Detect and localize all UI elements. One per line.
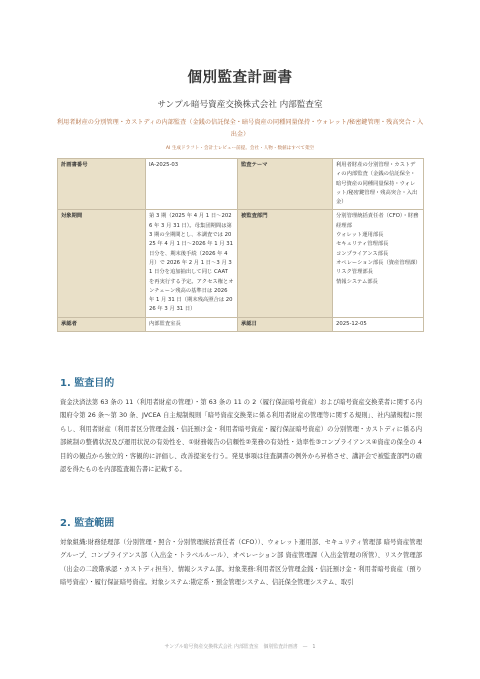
section1-body: 資金決済法第 63 条の 11（利用者財産の管理）・第 63 条の 11 の 2（履行保証暗号資産）および暗号資産交換業者に関する内閣府令第 26 条〜第 30 条、JVCEA 自主規制規則「暗号資産交換業に係る利用者財産の管理等に関する規則」、社内諸規程に照らし、利用者財産（利用者区分管理金銭・信託預け金・利用者暗号資産・履行保証暗号資産）の分別管理・カストディに係る内部統制の整備状況及び運用状況の有効性を、①財務報告の信頼性②業務の有効性・効率性③コンプライアンス④資産の保全の 4 目的の観点から独立的・客観的に評価し、改善提案を行う。発見事項は往査調書の例外から昇格させ、講評会で被監査部門の確認を得たものを内部監査報告書に記載する。 xyxy=(60,399,422,474)
draft-note: AI 生成ドラフト・会計士レビュー前提。会社・人物・数値はすべて架空 xyxy=(165,146,315,151)
approver-value: 内部監査室長 xyxy=(146,317,238,331)
dept-item: ウォレット運用部長 xyxy=(336,232,384,239)
period-value: 第 3 期（2025 年 4 月 1 日〜2026 年 3 月 31 日）。母集団期間は第 3 期の全期間とし、本調査では 2025 年 4 月 1 日〜2026 年 1 月 31 日分を、期末後手続（2026 年 4 月）で 2026 年 2 月 1 日〜3 月 31 日分を追加抽出して同じ CAAT を再実行する予定。アクセス権とオンチェーン残高の基準日は 2026 年 1 月 31 日（期末残高照合は 2026 年 3 月 31 日） xyxy=(146,210,238,317)
dept-item: コンプライアンス部長 xyxy=(336,250,389,257)
approval-date-label: 承認日 xyxy=(238,317,333,331)
dept-item: 分別管理統括責任者（CFO）・財務経理部 xyxy=(336,213,419,229)
plan-meta-table xyxy=(57,158,424,332)
meta-row-period xyxy=(58,210,424,317)
theme-label: 監査テーマ xyxy=(238,159,333,210)
theme-value: 利用者財産の分別管理・カストディの内部監査（金銭の信託保全・暗号資産の同種同量保持・ウォレット/秘密鍵管理・残高突合・入出金） xyxy=(333,159,424,210)
organization-name: サンプル暗号資産交換株式会社 内部監査室 xyxy=(157,100,323,110)
meta-row-plan xyxy=(58,159,424,210)
page-footer: サンプル暗号資産交換株式会社 内部監査室 個別監査計画書 — 1 xyxy=(164,644,316,650)
dept-item: セキュリティ管理部長 xyxy=(336,241,389,248)
dept-item: 情報システム部長 xyxy=(336,278,378,285)
dept-item: オペレーション部長（資産管理課） xyxy=(336,259,421,266)
dept-list xyxy=(333,210,424,317)
document-subtitle: 利用者財産の分別管理・カストディの内部監査（金銭の信託保全・暗号資産の同種同量保持・ウォレット/秘密鍵管理・残高突合・入出金） xyxy=(56,119,424,138)
approval-date-value: 2025-12-05 xyxy=(333,317,424,331)
section2-body: 対象組織:財務経理部（分別管理・照合・分別管理統括責任者（CFO））、ウォレット運用部、セキュリティ管理部 暗号資産管理グループ、コンプライアンス部（入出金・トラベルルール）、オペレーション部 資産管理課（入出金管理の所管）、リスク管理部（出金の二段階承認・カストディ担当）、情報システム部。対象業務:利用者区分管理金銭・信託預け金・利用者暗号資産（預り暗号資産）・履行保証暗号資産。対象システム:勘定系・預金管理システム、信託保全管理システム、取引 xyxy=(60,539,422,587)
dept-item: リスク管理部長 xyxy=(336,269,373,276)
period-label: 対象期間 xyxy=(58,210,146,317)
document-title: 個別監査計画書 xyxy=(187,70,293,86)
meta-row-approval xyxy=(58,317,424,331)
section1-heading: 1. 監査目的 xyxy=(60,378,115,389)
dept-label: 被監査部門 xyxy=(238,210,333,317)
section2-heading: 2. 監査範囲 xyxy=(60,518,115,529)
plan-no-value: IA-2025-03 xyxy=(146,159,238,210)
approver-label: 承認者 xyxy=(58,317,146,331)
plan-no-label: 計画書番号 xyxy=(58,159,146,210)
